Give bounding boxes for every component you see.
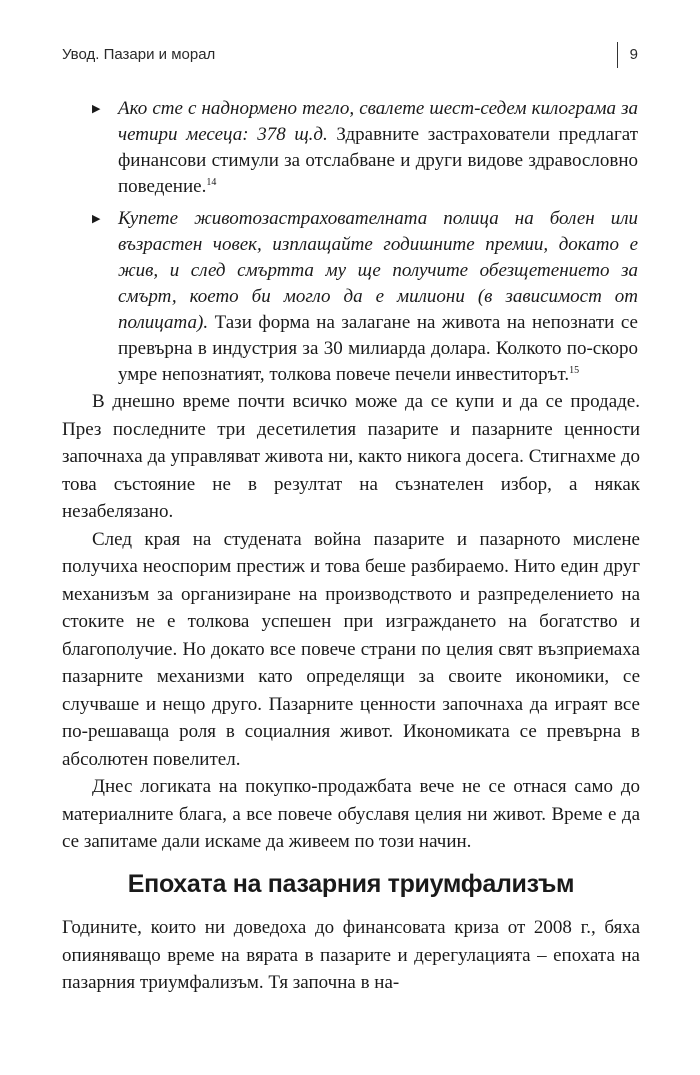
chapter-title: Увод. Пазари и морал [62,46,216,63]
list-item [92,206,638,388]
section-heading: Епохата на пазарния триумфализъм [127,870,575,898]
list-item [92,96,639,200]
paragraph: Днес логиката на покупко-продажбата вече не се отнася само до материалните блага, а все повече обуславя целия ни живот. Време е да се запитаме дали искаме да живеем по този начин. [62,776,640,852]
paragraph: В днешно време почти всичко може да се купи и да се продаде. През последните три десетилетия пазарите и пазарните ценности започнаха да управляват живота ни, както никога досега. Стигнахме до това състояние не в резултат на съзнателен избор, а някак незабелязано. [62,391,640,522]
body-text [62,378,640,856]
footnote-ref: 14 [206,177,217,188]
triangle-bullet-icon: ▶ [92,212,101,225]
example-italic: Ако сте с наднормено тегло, свалете шест-седем килограма за четири месеца: 378 щ.д. [118,98,638,145]
header-divider [617,42,618,68]
paragraph: След края на студената война пазарите и пазарното мислене получиха неоспорим престиж и това беше разбираемо. Нито един друг механизъм за организиране на производството и разпределението на стоките не е толкова успешен при изграждането на богатство и благополучие. Но докато все повече страни по целия свят възприемаха пазарните механизми като определящи за своите икономики, се случваше и нещо друго. Пазарните ценности започнаха да играят все по-решаваща роля в социалния живот. Икономиката се превърна в абсолютен повелител. [62,528,640,770]
footnote-ref: 15 [569,365,580,376]
page-number: 9 [629,46,638,63]
triangle-bullet-icon: ▶ [92,102,101,115]
running-header [62,42,640,72]
example-italic: Купете животозастрахователната полица на болен или възрастен човек, изплащайте годишните премии, докато е жив, и след смъртта му ще получите обезщетението за смърт, което би могло да е милиони (в зависимост от полицата). [118,208,638,333]
example-list [92,96,639,394]
paragraph: Годините, които ни доведоха до финансовата криза от 2008 г., бяха опияняващо време на вярата в пазарите и дерегулацията – епохата на пазарния триумфализъм. Тя започна в на- [62,917,640,993]
section-body [62,914,640,997]
example-text: Тази форма на залагане на живота на непознати се превърна в индустрия за 30 милиарда долара. Колкото по-скоро умре непознатият, толкова повече печели инвеститорът. [118,312,638,385]
example-text: Здравните застрахователи предлагат финансови стимули за отслабване и други видове здравословно поведение. [118,124,639,197]
